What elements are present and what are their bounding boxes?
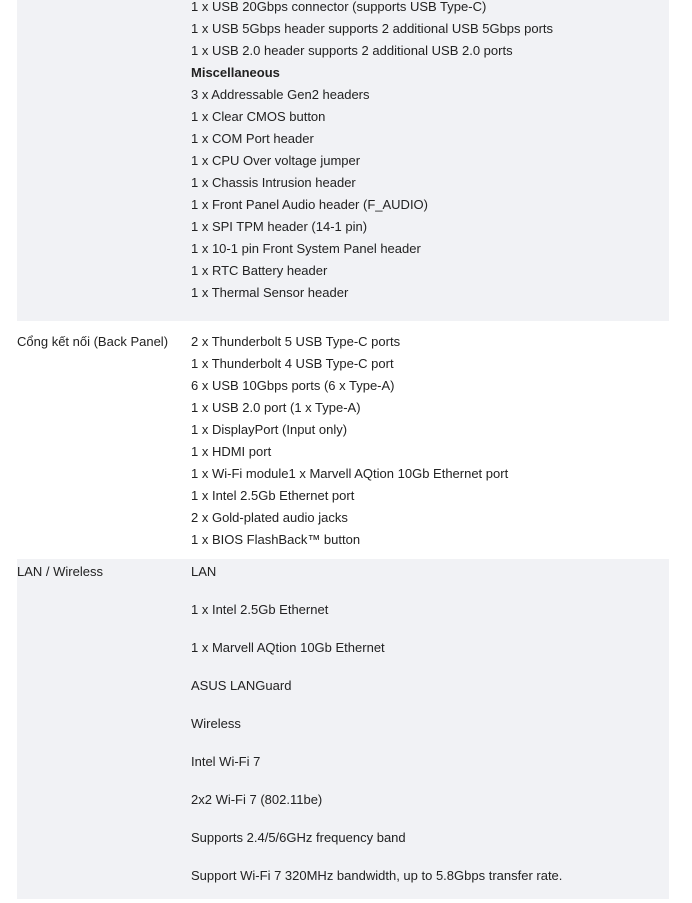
spec-row-value	[191, 321, 669, 559]
spec-line: 2 x Gold-plated audio jacks	[191, 510, 348, 525]
spec-line: 1 x USB 2.0 port (1 x Type-A)	[191, 400, 361, 415]
spec-paragraph: Supports 2.4/5/6GHz frequency band	[191, 830, 406, 845]
spec-line: 1 x HDMI port	[191, 444, 272, 459]
spec-line: 1 x 10-1 pin Front System Panel header	[191, 241, 421, 256]
spec-paragraph: LAN	[191, 564, 217, 579]
spec-paragraph: 2x2 Wi-Fi 7 (802.11be)	[191, 792, 323, 807]
spec-line: 1 x Thunderbolt 4 USB Type-C port	[191, 356, 394, 371]
spec-row-lan-wireless	[17, 559, 669, 899]
spec-paragraph: 1 x Intel 2.5Gb Ethernet	[191, 602, 329, 617]
spec-line: 1 x USB 2.0 header supports 2 additional USB 2.0 ports	[191, 43, 513, 58]
spec-row-back-panel	[17, 321, 669, 559]
spec-line: 1 x Thermal Sensor header	[191, 285, 349, 300]
spec-row-value	[191, 559, 669, 899]
lan-wireless-label: LAN / Wireless	[17, 564, 103, 579]
spec-line: 1 x COM Port header	[191, 131, 314, 146]
spec-paragraph: ASUS LANGuard	[191, 678, 292, 693]
spec-line: 1 x Clear CMOS button	[191, 109, 326, 124]
spec-line: 1 x Intel 2.5Gb Ethernet port	[191, 488, 355, 503]
spec-row-label	[17, 321, 191, 559]
spec-row-internal-io	[17, 0, 669, 321]
spec-line: 1 x USB 20Gbps connector (supports USB Type-C)	[191, 0, 487, 14]
spec-line: 3 x Addressable Gen2 headers	[191, 87, 370, 102]
spec-line: 1 x SPI TPM header (14-1 pin)	[191, 219, 368, 234]
spec-paragraph: Wireless	[191, 716, 241, 731]
spec-line: 1 x Chassis Intrusion header	[191, 175, 356, 190]
spec-line: 1 x DisplayPort (Input only)	[191, 422, 348, 437]
spec-paragraph: Support Wi-Fi 7 320MHz bandwidth, up to 5.8Gbps transfer rate.	[191, 868, 563, 883]
spec-line: 1 x RTC Battery header	[191, 263, 328, 278]
spec-line: 2 x Thunderbolt 5 USB Type-C ports	[191, 334, 401, 349]
spec-line: 1 x Wi-Fi module1 x Marvell AQtion 10Gb Ethernet port	[191, 466, 509, 481]
spec-line: 1 x BIOS FlashBack™ button	[191, 532, 361, 547]
spec-line: 1 x CPU Over voltage jumper	[191, 153, 361, 168]
spec-row-label	[17, 0, 191, 321]
spec-line: 1 x USB 5Gbps header supports 2 additional USB 5Gbps ports	[191, 21, 554, 36]
spec-row-label	[17, 559, 191, 899]
spec-subheading: Miscellaneous	[191, 65, 280, 80]
spec-row-value	[191, 0, 669, 321]
spec-table	[17, 0, 669, 899]
spec-line: 6 x USB 10Gbps ports (6 x Type-A)	[191, 378, 395, 393]
spec-paragraph: Intel Wi-Fi 7	[191, 754, 261, 769]
back-panel-label: Cổng kết nối (Back Panel)	[17, 334, 169, 349]
spec-paragraph: 1 x Marvell AQtion 10Gb Ethernet	[191, 640, 385, 655]
spec-line: 1 x Front Panel Audio header (F_AUDIO)	[191, 197, 429, 212]
